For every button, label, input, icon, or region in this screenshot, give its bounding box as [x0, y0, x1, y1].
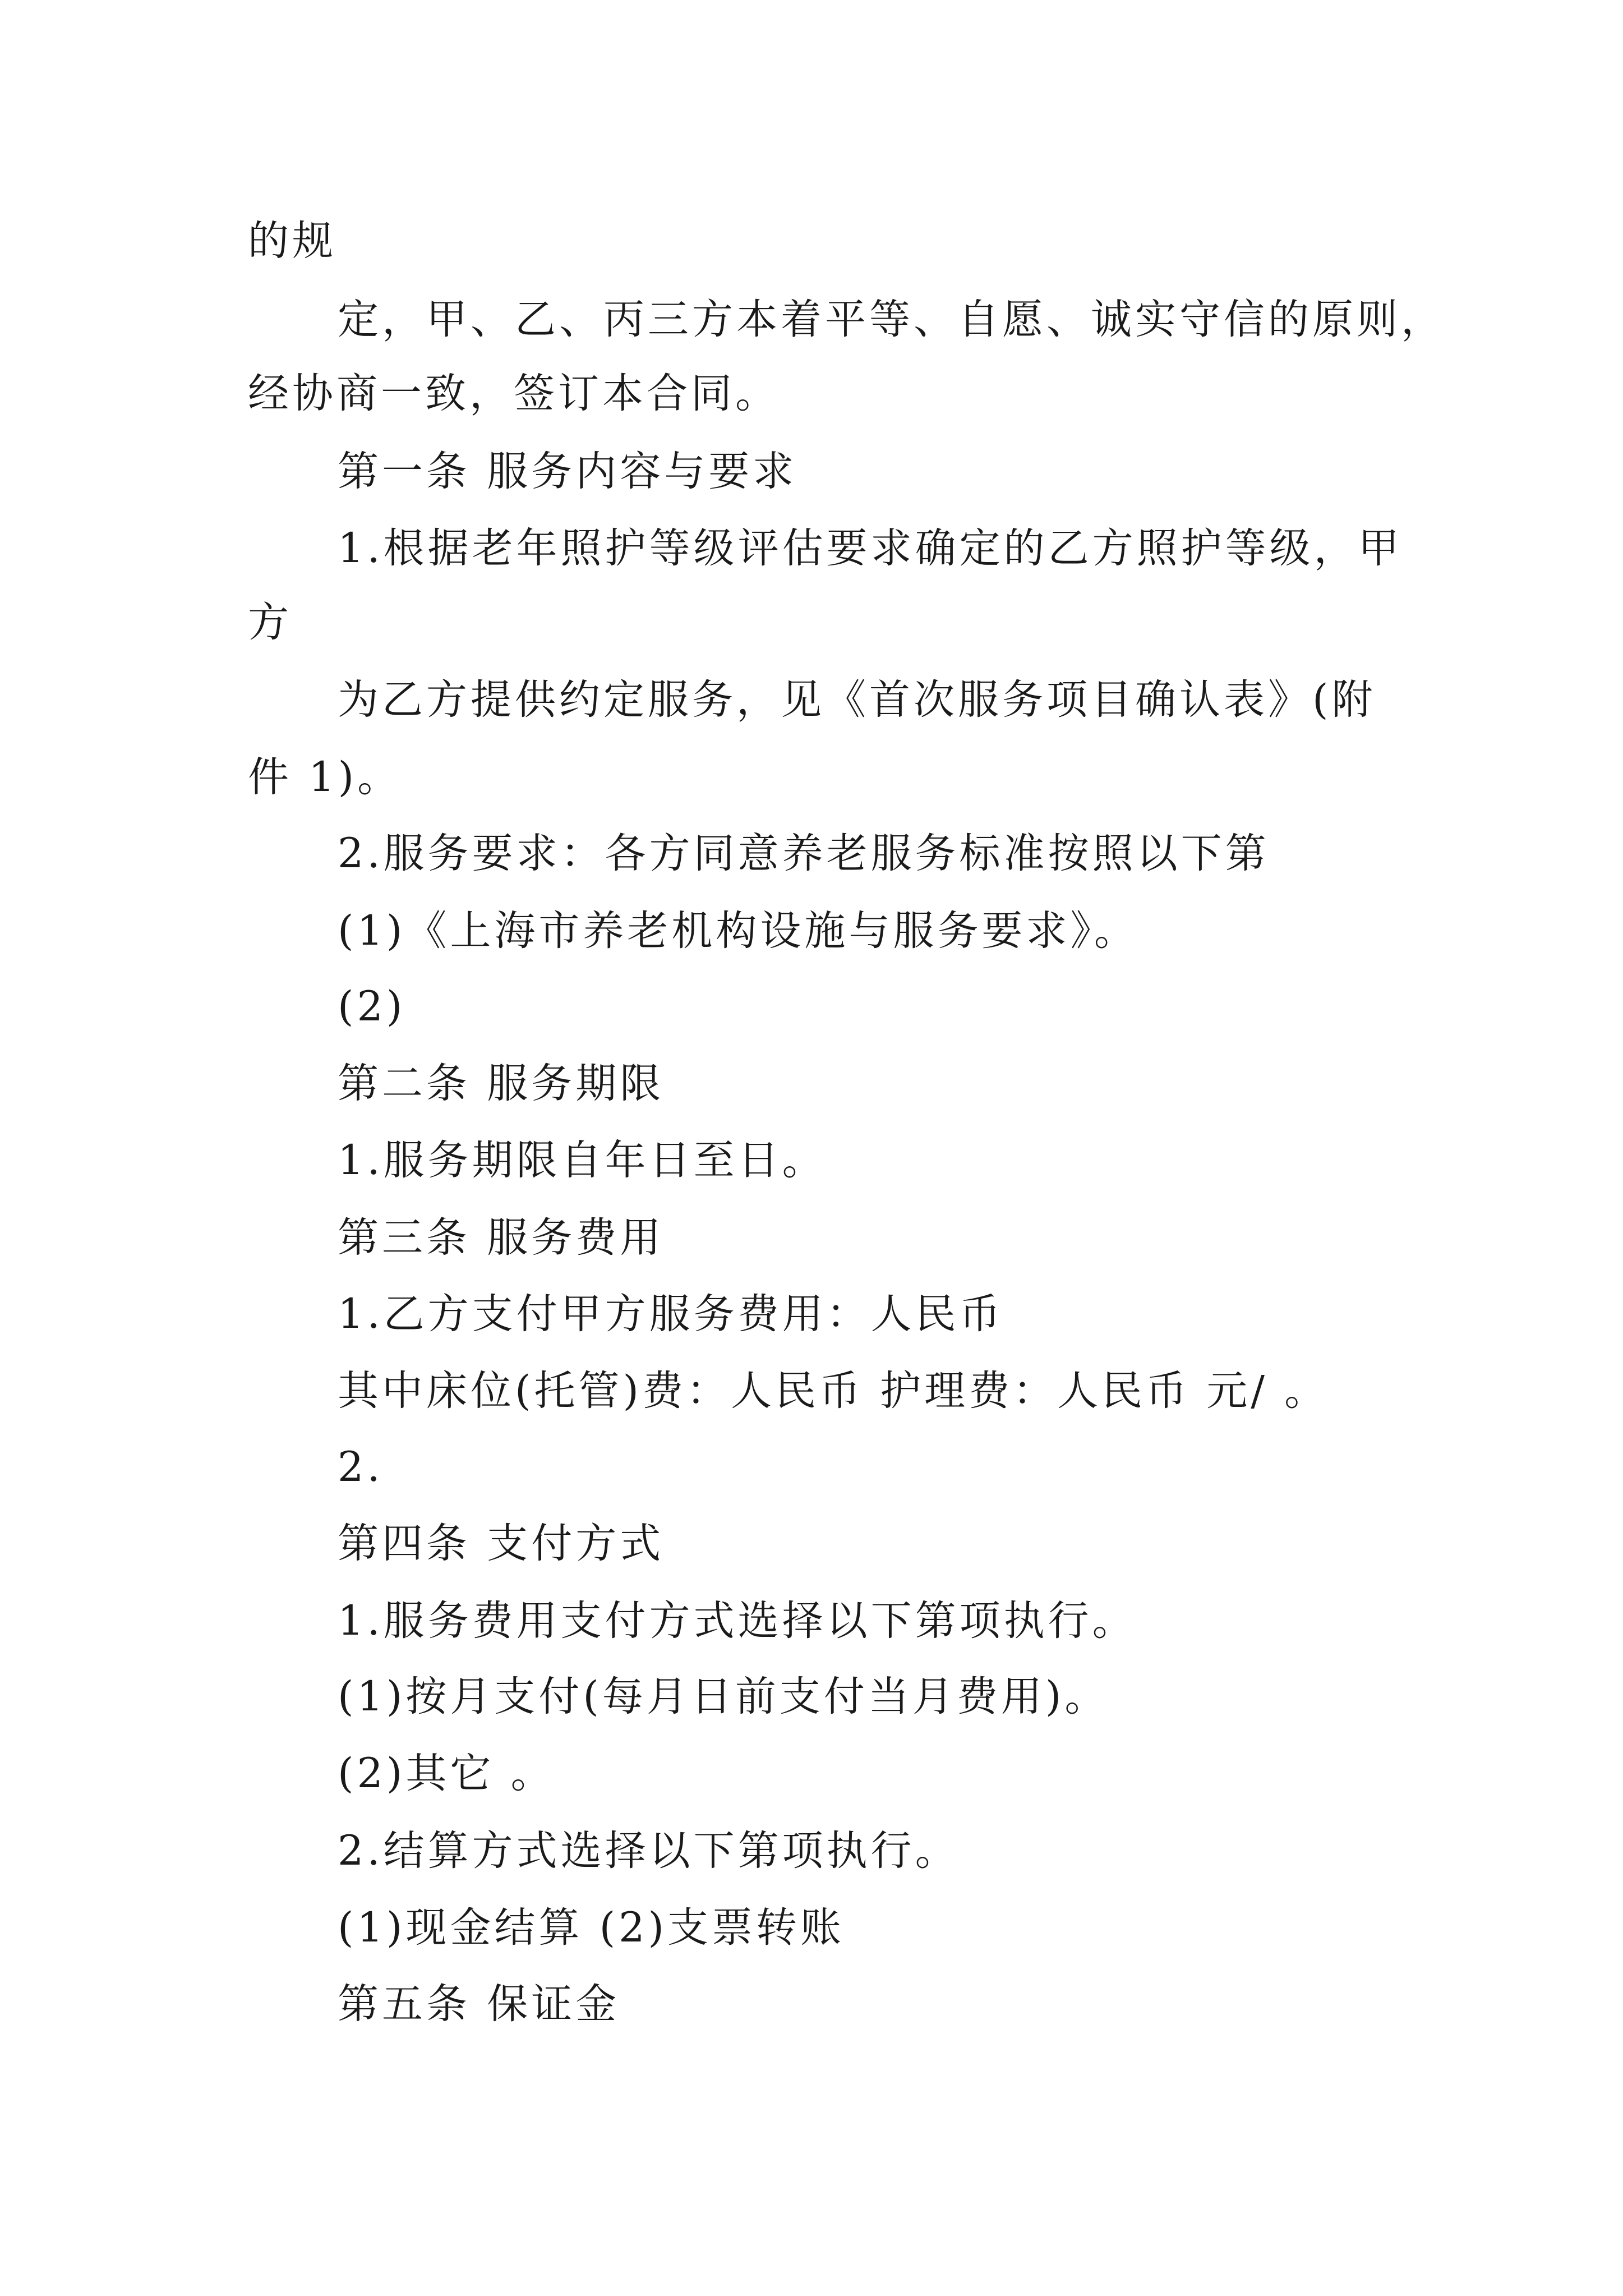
- section-heading: 第二条 服务期限: [338, 1060, 665, 1107]
- text-line: 2.服务要求：各方同意养老服务标准按照以下第: [338, 830, 1270, 877]
- text-line: 的规: [248, 217, 336, 265]
- text-line: 为乙方提供约定服务，见《首次服务项目确认表》(附: [338, 676, 1376, 724]
- section-heading: 第五条 保证金: [338, 1980, 620, 2028]
- text-line: 其中床位(托管)费：人民币 护理费：人民币 元/ 。: [338, 1367, 1329, 1415]
- text-line: 1.服务费用支付方式选择以下第项执行。: [338, 1597, 1137, 1645]
- text-line: 1.根据老年照护等级评估要求确定的乙方照护等级，甲: [338, 524, 1403, 572]
- section-heading: 第一条 服务内容与要求: [338, 448, 797, 495]
- text-line: 定，甲、乙、丙三方本着平等、自愿、诚实守信的原则，: [338, 296, 1445, 343]
- text-line: (2)其它 。: [338, 1750, 555, 1797]
- text-line: 1.乙方支付甲方服务费用：人民币: [338, 1290, 1004, 1338]
- text-line: 方: [248, 599, 292, 646]
- text-line: 1.服务期限自年日至日。: [338, 1137, 827, 1184]
- section-heading: 第三条 服务费用: [338, 1214, 665, 1262]
- section-heading: 第四条 支付方式: [338, 1520, 665, 1567]
- text-line: (1)按月支付(每月日前支付当月费用)。: [338, 1673, 1109, 1720]
- text-line: 2.结算方式选择以下第项执行。: [338, 1827, 960, 1875]
- text-line: (1)《上海市养老机构设施与服务要求》。: [338, 907, 1138, 955]
- text-line: 2.: [338, 1443, 384, 1491]
- text-line: 件 1)。: [248, 753, 402, 801]
- text-line: (2): [338, 983, 406, 1030]
- text-line: (1)现金结算 (2)支票转账: [338, 1904, 845, 1952]
- text-line: 经协商一致，签订本合同。: [248, 370, 780, 417]
